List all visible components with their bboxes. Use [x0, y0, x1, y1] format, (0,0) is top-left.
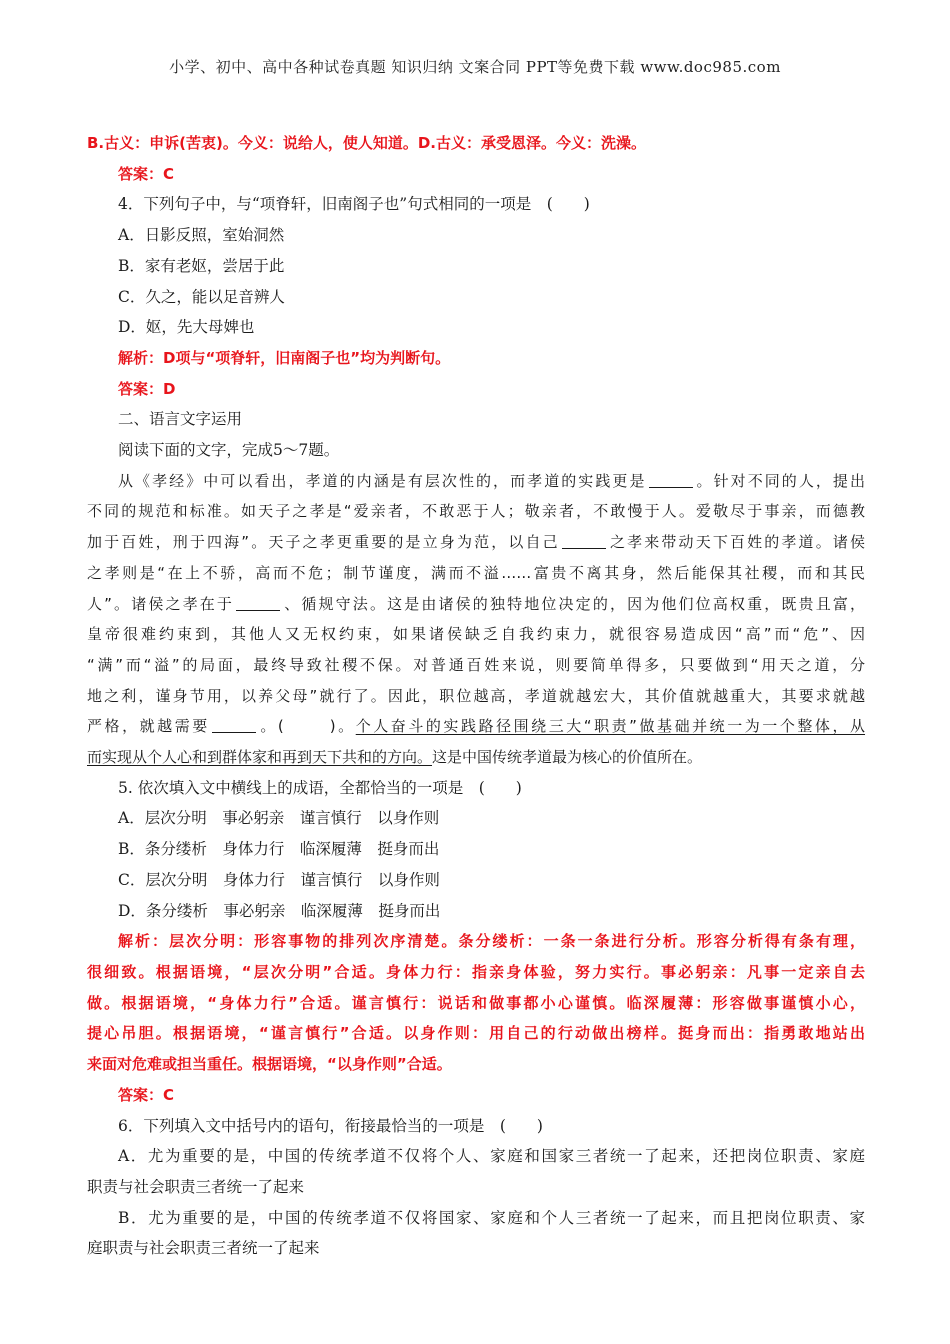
passage-line: 加于百姓，刑于四海”。天子之孝更重要的是立身为范，以自己 之孝来带动天下百姓的孝道。诸侯 [87, 533, 865, 552]
passage-line: 之孝则是“在上不骄，高而不危；制节谨度，满而不溢……富贵不离其身，然后能保其社稷，而和其民 [87, 563, 865, 582]
q4-option-b: B．家有老妪，尝居于此 [118, 256, 285, 275]
q3-explanation-tail: B.古义：申诉(苦衷)。今义：说给人，使人知道。D.古义：承受恩泽。今义：洗澡。 [87, 134, 646, 152]
q4-option-c: C．久之，能以足音辨人 [118, 287, 285, 306]
q6-option-b: B．尤为重要的是，中国的传统孝道不仅将国家、家庭和个人三者统一了起来，而且把岗位职责、家 [118, 1208, 865, 1227]
passage-line: 皇帝很难约束到，其他人又无权约束，如果诸侯缺乏自我约束力，就很容易造成因“高”而“危”、因 [87, 625, 865, 644]
q5-option-c: C．层次分明 身体力行 谨言慎行 以身作则 [118, 870, 440, 889]
q5-stem: 5. 依次填入文中横线上的成语，全都恰当的一项是 ( ) [118, 778, 522, 797]
passage-line: 不同的规范和标准。如天子之孝是“爱亲者，不敢恶于人；敬亲者，不敢慢于人。爱敬尽于事亲，而德教 [87, 502, 865, 521]
q5-explanation: 做。根据语境，“身体力行”合适。谨言慎行：说话和做事都小心谨慎。临深履薄：形容做事谨慎小心， [87, 993, 865, 1012]
q5-option-b: B．条分缕析 身体力行 临深履薄 挺身而出 [118, 840, 440, 859]
q3-answer: 答案：C [118, 164, 175, 183]
passage-line: 而实现从个人心和到群体家和再到天下共和的方向。这是中国传统孝道最为核心的价值所在。 [87, 748, 703, 767]
section-intro: 阅读下面的文字，完成5～7题。 [118, 441, 340, 460]
q4-stem: 4．下列句子中，与“项脊轩，旧南阁子也”句式相同的一项是 ( ) [118, 195, 590, 214]
q4-answer: 答案：D [118, 379, 176, 398]
q5-explanation: 很细致。根据语境，“层次分明”合适。身体力行：指亲身体验，努力实行。事必躬亲：凡事一定亲自去 [87, 962, 865, 981]
q6-stem: 6．下列填入文中括号内的语句，衔接最恰当的一项是 ( ) [118, 1116, 543, 1135]
passage-line: 严格，就越需要 。( )。个人奋斗的实践路径围绕三大“职责”做基础并统一为一个整体，从 [87, 717, 866, 736]
q5-explanation: 提心吊胆。根据语境，“谨言慎行”合适。以身作则：用自己的行动做出榜样。挺身而出：指勇敢地站出 [87, 1024, 865, 1043]
q5-explanation: 来面对危难或担当重任。根据语境，“以身作则”合适。 [87, 1055, 452, 1074]
section-title: 二、语言文字运用 [118, 410, 243, 429]
q6-option-a: 职责与社会职责三者统一了起来 [87, 1177, 305, 1196]
blank-4 [212, 718, 256, 733]
q5-answer: 答案：C [118, 1085, 175, 1104]
underlined-sentence: 个人奋斗的实践路径围绕三大“职责”做基础并统一为一个整体，从 [355, 717, 866, 736]
passage-line: “满”而“溢”的局面，最终导致社稷不保。对普通百姓来说，则要简单得多，只要做到“用天之道，分 [87, 655, 865, 674]
q4-option-d: D．妪，先大母婢也 [118, 318, 255, 337]
q4-option-a: A．日影反照，室始洞然 [118, 226, 285, 245]
blank-1 [649, 473, 693, 488]
q4-explanation: 解析：D项与“项脊轩，旧南阁子也”均为判断句。 [118, 348, 451, 367]
page-header: 小学、初中、高中各种试卷真题 知识归纳 文案合同 PPT等免费下载 www.doc985.com [169, 58, 781, 76]
underlined-sentence: 而实现从个人心和到群体家和再到天下共和的方向。 [87, 748, 433, 767]
q5-option-d: D．条分缕析 事必躬亲 临深履薄 挺身而出 [118, 901, 441, 920]
q5-option-a: A．层次分明 事必躬亲 谨言慎行 以身作则 [118, 809, 440, 828]
document-body [87, 128, 865, 1264]
q6-option-a: A．尤为重要的是，中国的传统孝道不仅将个人、家庭和国家三者统一了起来，还把岗位职责、家庭 [118, 1147, 865, 1166]
blank-2 [562, 534, 606, 549]
passage-line: 从《孝经》中可以看出，孝道的内涵是有层次性的，而孝道的实践更是 。针对不同的人，提出 [118, 471, 865, 490]
q6-option-b: 庭职责与社会职责三者统一了起来 [87, 1239, 320, 1258]
passage-line: 人”。诸侯之孝在于 、循规守法。这是由诸侯的独特地位决定的，因为他们位高权重，既贵且富， [87, 594, 865, 613]
blank-3 [236, 596, 280, 611]
passage-line: 地之利，谨身节用，以养父母”就行了。因此，职位越高，孝道就越宏大，其价值就越重大，其要求就越 [87, 686, 865, 705]
q5-explanation: 解析：层次分明：形容事物的排列次序清楚。条分缕析：一条一条进行分析。形容分析得有条有理， [118, 932, 865, 951]
